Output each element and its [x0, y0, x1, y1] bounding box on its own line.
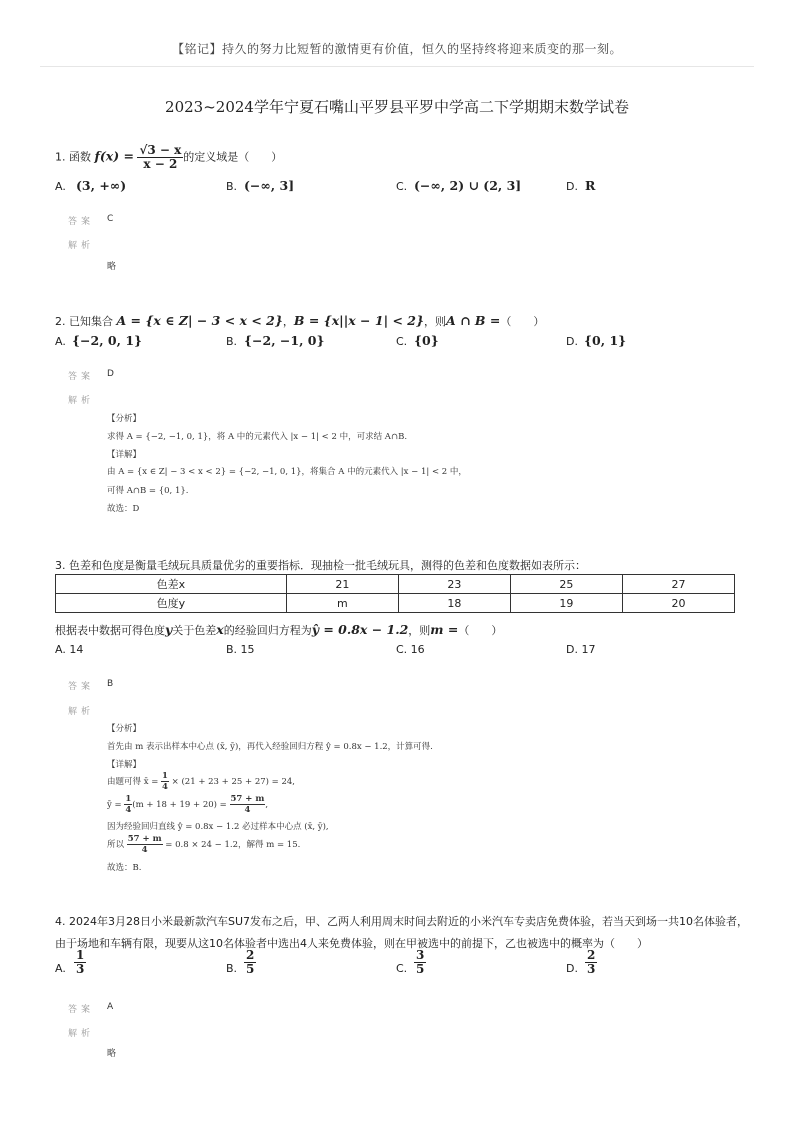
q1-option-a[interactable]: (3, +∞): [76, 178, 127, 193]
q3-regression-equation: ŷ = 0.8x − 1.2: [311, 622, 409, 637]
fraction: $\frac{57 + m}{4}$: [230, 794, 265, 815]
q2-explanation-line: 可得 A∩B = {0, 1}.: [107, 486, 189, 496]
q3-explanation-line: 【详解】: [107, 760, 142, 770]
fraction: $\frac{2}{3}$: [587, 948, 596, 976]
header-divider: [40, 66, 754, 67]
q2-explanation-line: 【详解】: [107, 450, 142, 460]
q4-option-c-label[interactable]: C.: [396, 962, 408, 975]
q3-explanation-line: 所以 $\frac{57 + m}{4}$ = 0.8 × 24 − 1.2，解得 m = 15.: [107, 834, 301, 855]
table-cell: 色度y: [56, 594, 287, 613]
question-2-stem: 2. 已知集合 A = {x ∈ Z| − 3 < x < 2}，B = {x||x − 1| < 2}，则A ∩ B =（ ）: [55, 313, 545, 328]
q3-data-table: [55, 574, 735, 613]
q2-explanation-line: 求得 A = {−2, −1, 0, 1}，将 A 中的元素代入 |x − 1| < 2 中，可求结 A∩B.: [107, 432, 408, 442]
question-3-stem-line2: 根据表中数据可得色度y关于色差x的经验回归方程为ŷ = 0.8x − 1.2，则m =（ ）: [55, 622, 503, 637]
q3-explanation-line: 【分析】: [107, 724, 142, 734]
q1-option-a-label[interactable]: A.: [55, 180, 66, 193]
q2-option-d[interactable]: {0, 1}: [584, 333, 627, 348]
q4-answer-label: 答案: [68, 1005, 95, 1015]
q1-option-c[interactable]: (−∞, 2) ∪ (2, 3]: [414, 178, 522, 193]
table-cell: 色差x: [56, 575, 287, 594]
q3-explanation-line: 由题可得 x̄ = $\frac{1}{4}$ × (21 + 23 + 25 + 27) = 24,: [107, 771, 295, 792]
table-cell: 23: [398, 575, 510, 594]
q3-option-b[interactable]: B. 15: [226, 643, 255, 656]
q1-analysis-label: 解析: [68, 241, 95, 251]
q1-analysis: 略: [107, 262, 117, 272]
question-4-stem-line2: 由于场地和车辆有限，现要从这10名体验者中选出4人来免费体验，则在甲被选中的前提下，乙也被选中的概率为（ ）: [55, 937, 648, 950]
q3-answer: B: [107, 679, 114, 689]
table-cell: 27: [622, 575, 734, 594]
q2-analysis-label: 解析: [68, 396, 95, 406]
q2-intersection: A ∩ B =: [446, 313, 501, 328]
q1-function: f(x) =: [94, 148, 134, 164]
q3-option-a[interactable]: A. 14: [55, 643, 84, 656]
q3-analysis-label: 解析: [68, 707, 95, 717]
q2-option-b[interactable]: {−2, −1, 0}: [244, 333, 325, 348]
q4-answer: A: [107, 1002, 114, 1012]
fraction: $\frac{1}{4}$: [162, 771, 168, 792]
q2-answer: D: [107, 369, 114, 379]
q1-answer-label: 答案: [68, 217, 95, 227]
question-3-stem: 3. 色差和色度是衡量毛绒玩具质量优劣的重要指标．现抽检一批毛绒玩具，测得的色差和色度数据如表所示：: [55, 559, 586, 572]
motto: 【铭记】持久的努力比短暂的激情更有价值，恒久的坚持终将迎来质变的那一刻。: [171, 42, 622, 56]
q1-answer: C: [107, 214, 114, 224]
table-cell: 21: [286, 575, 398, 594]
q4-option-b[interactable]: [244, 949, 256, 976]
table-cell: 18: [398, 594, 510, 613]
q2-option-a-label[interactable]: A.: [55, 335, 66, 348]
q2-option-b-label[interactable]: B.: [226, 335, 238, 348]
q1-option-b[interactable]: (−∞, 3]: [244, 178, 295, 193]
q2-set-a: A = {x ∈ Z| − 3 < x < 2}: [116, 313, 283, 328]
q1-fraction: $\frac{√3 - x}{x - 2}$: [139, 143, 182, 171]
q3-answer-label: 答案: [68, 682, 95, 692]
q3-explanation-line: 因为经验回归直线 ŷ = 0.8x − 1.2 必过样本中心点 (x̄, ȳ),: [107, 822, 329, 832]
table-row: [56, 594, 735, 613]
q4-option-c[interactable]: [414, 949, 426, 976]
question-4-stem: 4. 2024年3月28日小米最新款汽车SU7发布之后，甲、乙两人利用周末时间去附近的小米汽车专卖店免费体验，若当天到场一共10名体验者，: [55, 915, 749, 928]
q2-explanation-line: 【分析】: [107, 414, 142, 424]
q3-option-d[interactable]: D. 17: [566, 643, 596, 656]
q1-option-b-label[interactable]: B.: [226, 180, 238, 193]
q3-explanation-line: 故选：B.: [107, 863, 142, 873]
q2-explanation-line: 由 A = {x ∈ Z| − 3 < x < 2} = {−2, −1, 0, 1}，将集合 A 中的元素代入 |x − 1| < 2 中，: [107, 467, 467, 477]
q2-set-b: B = {x||x − 1| < 2}: [293, 313, 425, 328]
table-cell: 19: [510, 594, 622, 613]
table-cell: m: [286, 594, 398, 613]
q4-option-b-label[interactable]: B.: [226, 962, 238, 975]
fraction: $\frac{57 + m}{4}$: [127, 834, 162, 855]
table-cell: 20: [622, 594, 734, 613]
q3-explanation-line: 首先由 m 表示出样本中心点 (x̄, ȳ)，再代入经验回归方程 ŷ = 0.8x − 1.2，计算可得.: [107, 742, 433, 752]
q4-analysis-label: 解析: [68, 1029, 95, 1039]
question-1-stem: 1. 函数 f(x) = $\frac{√3 - x}{x - 2}$ 的定义域是（ ）: [55, 143, 283, 171]
q4-option-d[interactable]: [585, 949, 597, 976]
q2-answer-label: 答案: [68, 372, 95, 382]
q4-option-a[interactable]: [74, 949, 86, 976]
q2-option-c[interactable]: {0}: [414, 333, 439, 348]
q3-explanation-line: ȳ = $\frac{1}{4}$ (m + 18 + 19 + 20) = $\frac{57 + m}{4}$ ,: [107, 794, 269, 815]
q3-option-c[interactable]: C. 16: [396, 643, 425, 656]
q4-option-d-label[interactable]: D.: [566, 962, 578, 975]
fraction: $\frac{1}{4}$: [125, 794, 132, 815]
q2-explanation-line: 故选：D: [107, 504, 140, 514]
fraction: $\frac{2}{5}$: [246, 948, 255, 976]
q4-option-a-label[interactable]: A.: [55, 962, 66, 975]
table-row: [56, 575, 735, 594]
table-cell: 25: [510, 575, 622, 594]
q2-option-a[interactable]: {−2, 0, 1}: [72, 333, 143, 348]
q4-analysis: 略: [107, 1049, 117, 1059]
page-title: 2023~2024学年宁夏石嘴山平罗县平罗中学高二下学期期末数学试卷: [165, 98, 629, 116]
q2-option-d-label[interactable]: D.: [566, 335, 578, 348]
q1-option-c-label[interactable]: C.: [396, 180, 408, 193]
fraction: $\frac{3}{5}$: [416, 948, 425, 976]
fraction: $\frac{1}{3}$: [76, 948, 85, 976]
q1-option-d[interactable]: R: [585, 178, 596, 193]
q1-option-d-label[interactable]: D.: [566, 180, 578, 193]
q2-option-c-label[interactable]: C.: [396, 335, 408, 348]
